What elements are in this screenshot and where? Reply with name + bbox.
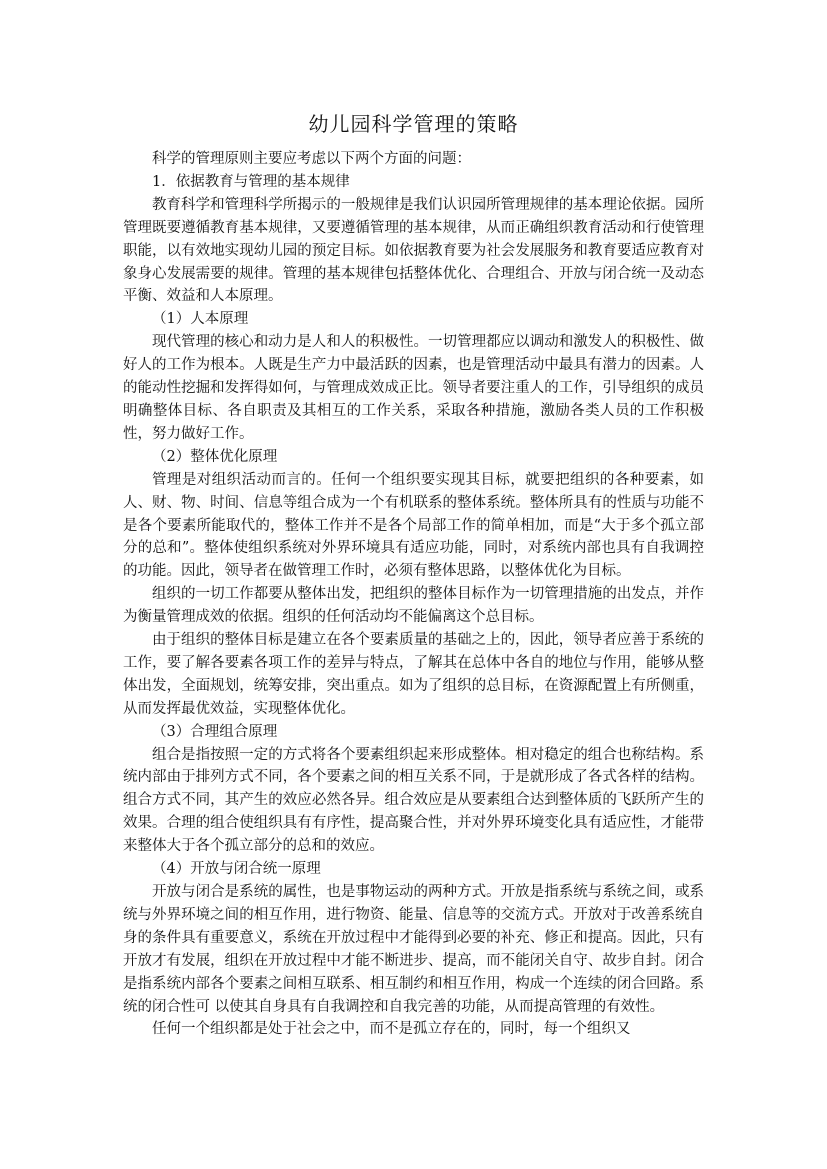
paragraph: 由于组织的整体目标是建立在各个要素质量的基础之上的，因此，领导者应善于系统的工作，要了解各要素各项工作的差异与特点，了解其在总体中各自的地位与作用，能够从整体出发，全面规划，统筹安排，突出重点。如为了组织的总目标，在资源配置上有所侧重，从而发挥最优效益，实现整体优化。 — [123, 632, 704, 717]
paragraph: 管理是对组织活动而言的。任何一个组织要实现其目标，就要把组织的各种要素，如人、财、物、时间、信息等组合成为一个有机联系的整体系统。整体所具有的性质与功能不是各个要素所能取代的，整体工作并不是各个局部工作的简单相加，而是“大于多个孤立部分的总和”。整体使组织系统对外界环境具有适应功能，同时，对系统内部也具有自我调控的功能。因此，领导者在做管理工作时，必须有整体思路，以整体优化为目标。 — [123, 471, 704, 580]
document-page — [123, 112, 704, 1041]
document-title: 幼儿园科学管理的策略 — [308, 112, 519, 136]
subsection-heading: （2）整体优化原理 — [152, 448, 278, 465]
paragraph: 任何一个组织都是处于社会之中，而不是孤立存在的，同时，每一个组织又 — [152, 1021, 631, 1038]
paragraph: 开放与闭合是系统的属性，也是事物运动的两种方式。开放是指系统与系统之间，或系统与外界环境之间的相互作用，进行物资、能量、信息等的交流方式。开放对于改善系统自身的条件具有重要意义，系统在开放过程中才能得到必要的补充、修正和提高。因此，只有开放才有发展，组织在开放过程中才能不断进步、提高，而不能闭关自守、故步自封。闭合是指系统内部各个要素之间相互联系、相互制约和相互作用，构成一个连续的闭合回路。系统的闭合性可 以使其自身具有自我调控和自我完善的功能，从而提高管理的有效性。 — [123, 884, 704, 1015]
subsection-heading: （3）合理组合原理 — [152, 723, 278, 740]
paragraph: 教育科学和管理科学所揭示的一般规律是我们认识园所管理规律的基本理论依据。园所管理既要遵循教育基本规律，又要遵循管理的基本规律，从而正确组织教育活动和行使管理职能，以有效地实现幼儿园的预定目标。如依据教育要为社会发展服务和教育要适应教育对象身心发展需要的规律。管理的基本规律包括整体优化、合理组合、开放与闭合统一及动态平衡、效益和人本原理。 — [123, 196, 704, 305]
paragraph: 科学的管理原则主要应考虑以下两个方面的问题： — [152, 151, 471, 167]
paragraph: 组织的一切工作都要从整体出发，把组织的整体目标作为一切管理措施的出发点，并作为衡量管理成效的依据。组织的任何活动均不能偏离这个总目标。 — [123, 586, 704, 626]
section-heading: 1．依据教育与管理的基本规律 — [152, 173, 350, 190]
subsection-heading: （4）开放与闭合统一原理 — [152, 861, 321, 878]
paragraph: 现代管理的核心和动力是人和人的积极性。一切管理都应以调动和激发人的积极性、做好人的工作为根本。人既是生产力中最活跃的因素，也是管理活动中最具有潜力的因素。人的能动性挖掘和发挥得如何，与管理成效成正比。领导者要注重人的工作，引导组织的成员明确整体目标、各自职责及其相互的工作关系，采取各种措施，激励各类人员的工作积极性，努力做好工作。 — [123, 334, 704, 442]
paragraph: 组合是指按照一定的方式将各个要素组织起来形成整体。相对稳定的组合也称结构。系统内部由于排列方式不同，各个要素之间的相互关系不同，于是就形成了各式各样的结构。组合方式不同，其产生的效应必然各异。组合效应是从要素组合达到整体质的飞跃所产生的效果。合理的组合使组织具有有序性，提高聚合性，并对外界环境变化具有适应性，才能带来整体大于各个孤立部分的总和的效应。 — [123, 746, 704, 855]
subsection-heading: （1）人本原理 — [152, 311, 249, 328]
